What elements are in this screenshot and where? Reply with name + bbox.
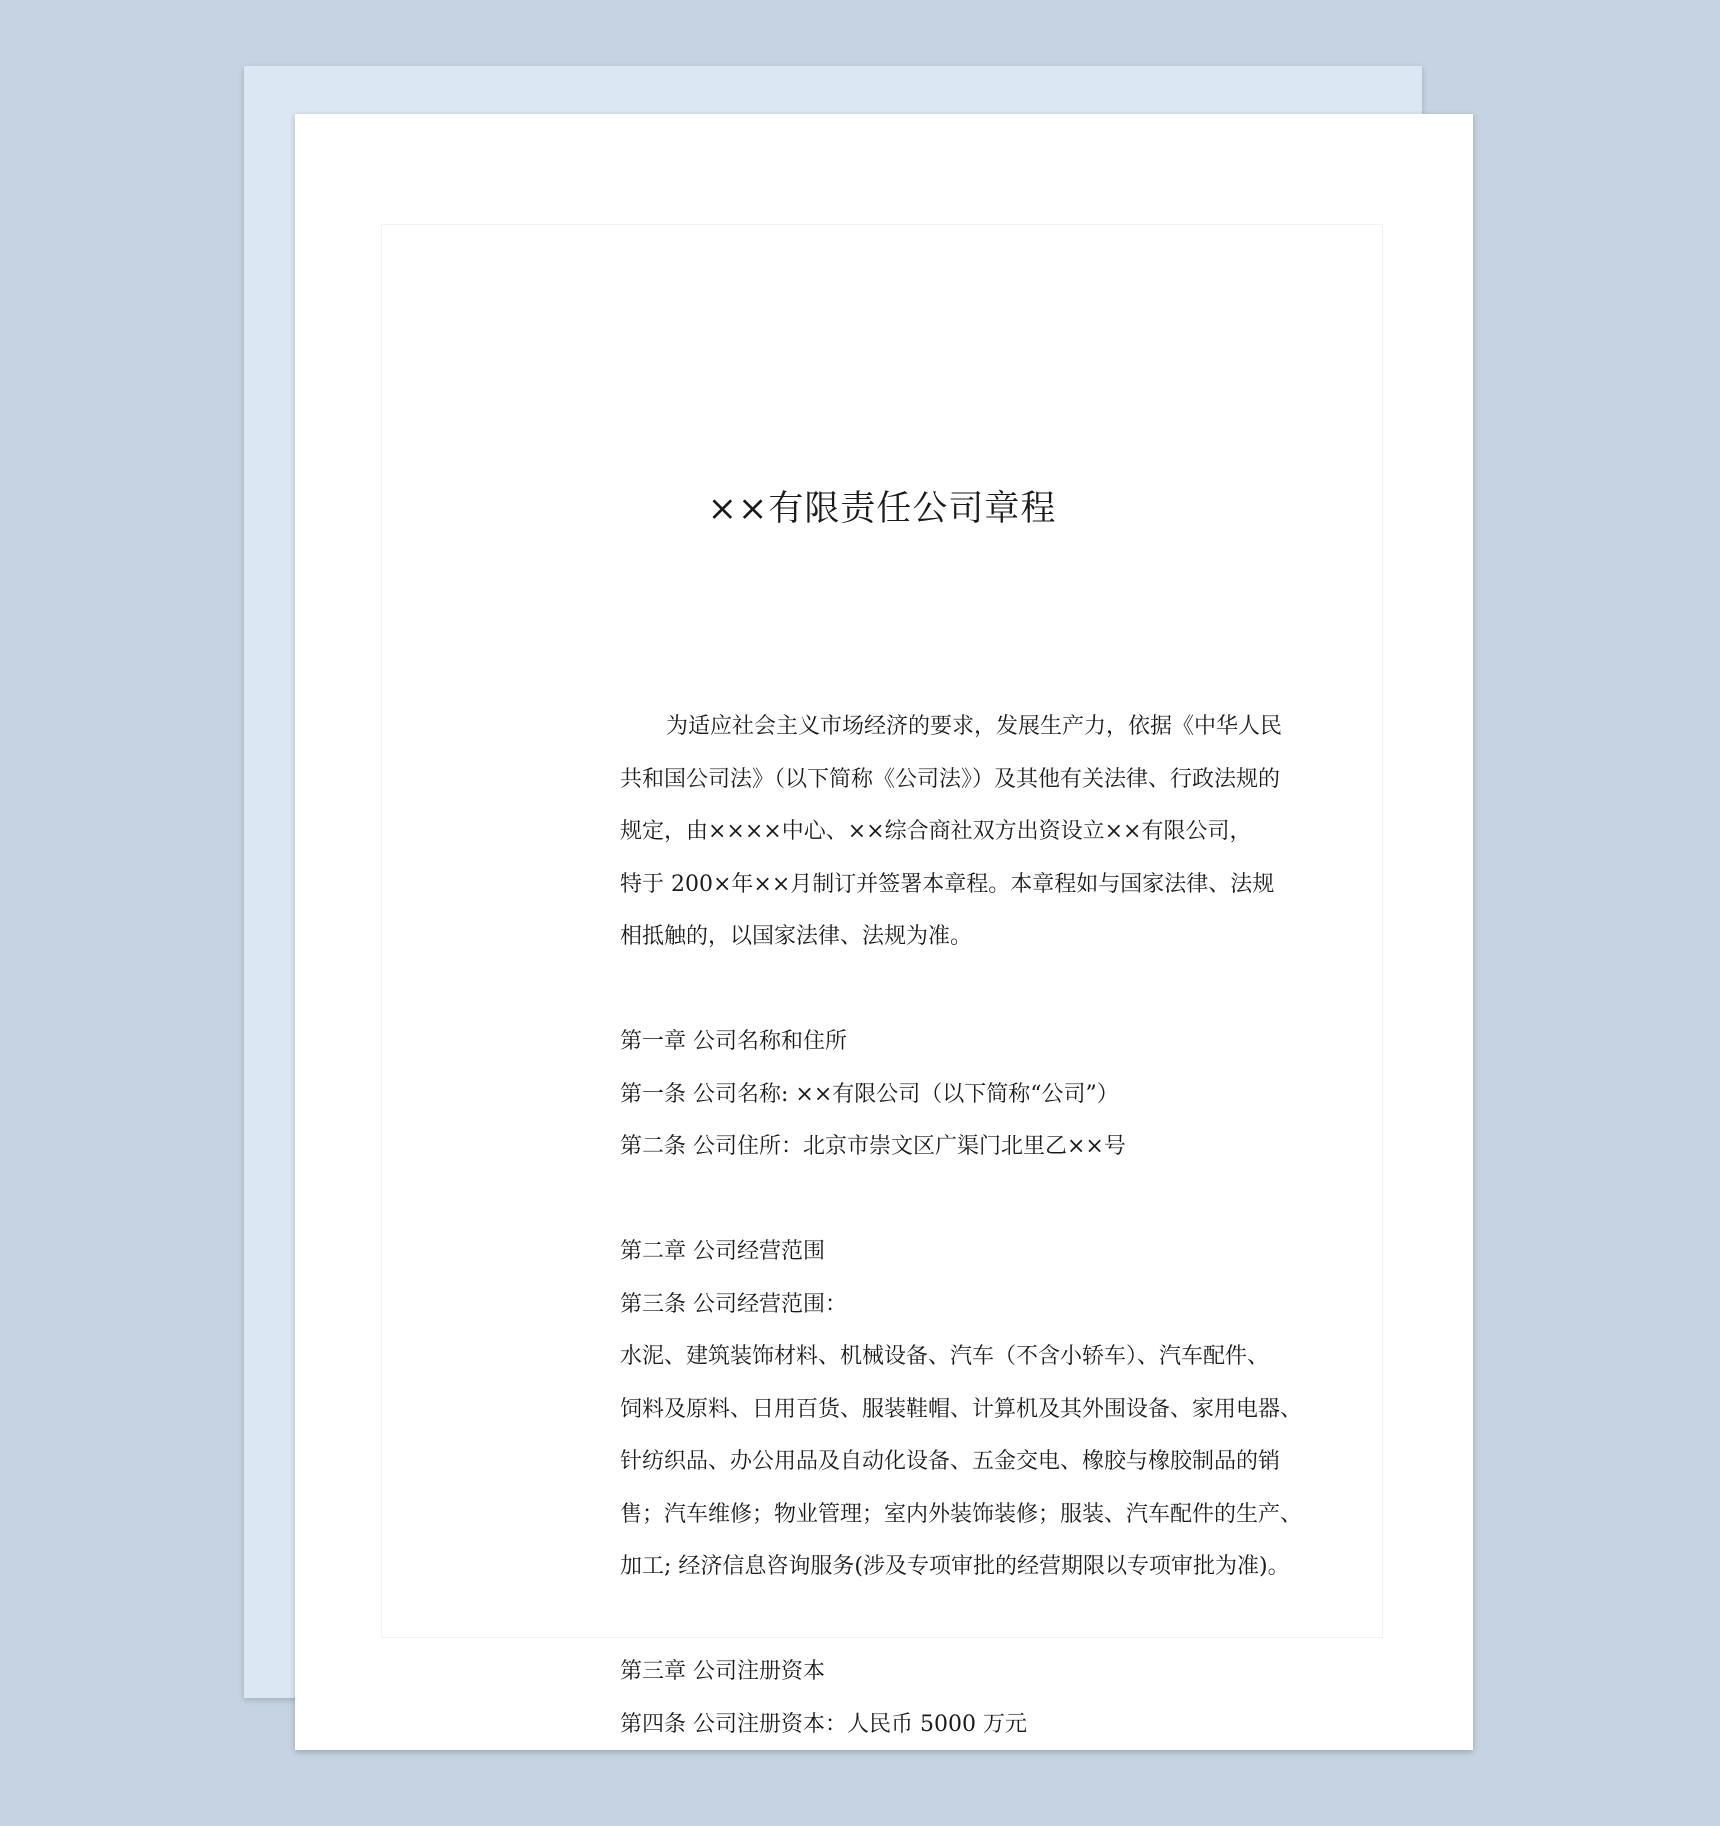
scope-line: 饲料及原料、日用百货、服装鞋帽、计算机及其外围设备、家用电器、: [620, 1396, 1303, 1422]
article-2: 第二条 公司住所：北京市崇文区广渠门北里乙××号: [620, 1134, 1126, 1159]
scope-line: 加工; 经济信息咨询服务(涉及专项审批的经营期限以专项审批为准)。: [620, 1554, 1290, 1579]
document-page: [295, 114, 1473, 1750]
spacer: [620, 1174, 1340, 1227]
preamble-line: 相抵触的，以国家法律、法规为准。: [620, 924, 973, 949]
preamble-line: 共和国公司法》（以下简称《公司法》）及其他有关法律、行政法规的: [620, 766, 1281, 792]
article-4: 第四条 公司注册资本：人民币 5000 万元: [620, 1711, 1027, 1737]
scope-line: 售；汽车维修；物业管理；室内外装饰装修；服装、汽车配件的生产、: [620, 1501, 1303, 1527]
chapter-3-heading: 第三章 公司注册资本: [620, 1659, 825, 1684]
scope-line: 针纺织品、办公用品及自动化设备、五金交电、橡胶与橡胶制品的销: [620, 1449, 1281, 1474]
spacer: [620, 1594, 1340, 1647]
chapter-2-heading: 第二章 公司经营范围: [620, 1239, 825, 1264]
preamble-line: 特于 200×年××月制订并签署本章程。本章程如与国家法律、法规: [620, 871, 1275, 897]
preamble-line: 规定，由××××中心、××综合商社双方出资设立××有限公司，: [620, 819, 1252, 844]
chapter-1-heading: 第一章 公司名称和住所: [620, 1029, 847, 1054]
document-title: ××有限责任公司章程: [707, 489, 1057, 529]
text-area: [381, 224, 1383, 1737]
preamble-line: 为适应社会主义市场经济的要求，发展生产力，依据《中华人民: [666, 714, 1283, 739]
spacer: [620, 964, 1340, 1017]
article-3: 第三条 公司经营范围：: [620, 1291, 847, 1317]
document-body: [620, 701, 1340, 1751]
article-1: 第一条 公司名称: ××有限公司（以下简称“公司”）: [620, 1081, 1119, 1107]
scope-line: 水泥、建筑装饰材料、机械设备、汽车（不含小轿车）、汽车配件、: [620, 1344, 1270, 1369]
